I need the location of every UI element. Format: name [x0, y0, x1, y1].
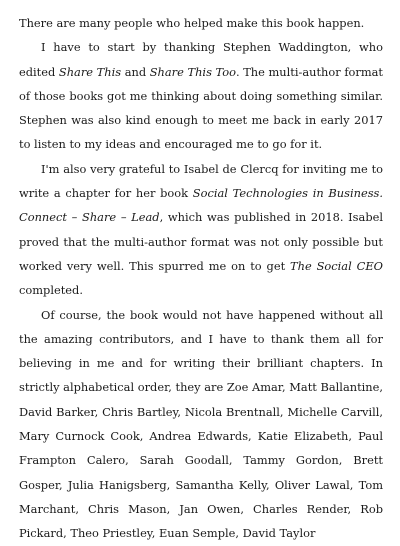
paragraph-4 — [19, 303, 383, 546]
paragraph-3 — [19, 157, 383, 303]
acknowledgements-text — [19, 11, 383, 546]
text-run: , which was published in 2018. Isabel proved that the multi-author format was not only possible but worked very well. This spurred me on to get — [19, 210, 383, 273]
paragraph-1 — [19, 11, 383, 35]
text-run: Of course, the book would not have happened without all the amazing contributors, and I have to thank them all for believing in me and for writing their brilliant chapters. In strictly alphabetical order, they are Zoe Amar, Matt Ballantine, David Barker, Chris Bartley, Nicola Brentnall, Michelle Carvill, Mary Curnock Cook, Andrea Edwards, Katie Elizabeth, Paul Frampton Calero, Sarah Goodall, Tammy Gordon, Brett Gosper, Julia Hanigsberg, Samantha Kelly, Oliver Lawal, Tom Marchant, Chris Mason, Jan Owen, Charles Render, Rob Pickard, Theo Priestley, Euan Semple, David Taylor — [19, 307, 383, 541]
text-run: I'm also very grateful to Isabel de Clercq for inviting me to write a chapter for her book — [19, 161, 383, 201]
italic-title: Share This — [58, 64, 122, 79]
italic-title: The Social CEO — [290, 258, 383, 273]
text-run: I have to start by thanking Stephen Waddington, who edited — [19, 40, 383, 79]
text-run: There are many people who helped make this book happen. — [19, 16, 365, 30]
italic-title: Social Technologies in Business. Connect – Share – Lead — [19, 186, 383, 225]
text-run: and — [121, 64, 150, 79]
text-run: completed. — [19, 283, 83, 298]
paragraph-2 — [19, 35, 383, 156]
text-run: . The multi-author format of those books got me thinking about doing something similar. Stephen was also kind enough to meet me back in early 2017 to listen to my ideas and encouraged me to go for it. — [19, 64, 384, 152]
italic-title: Share This Too — [149, 64, 236, 79]
